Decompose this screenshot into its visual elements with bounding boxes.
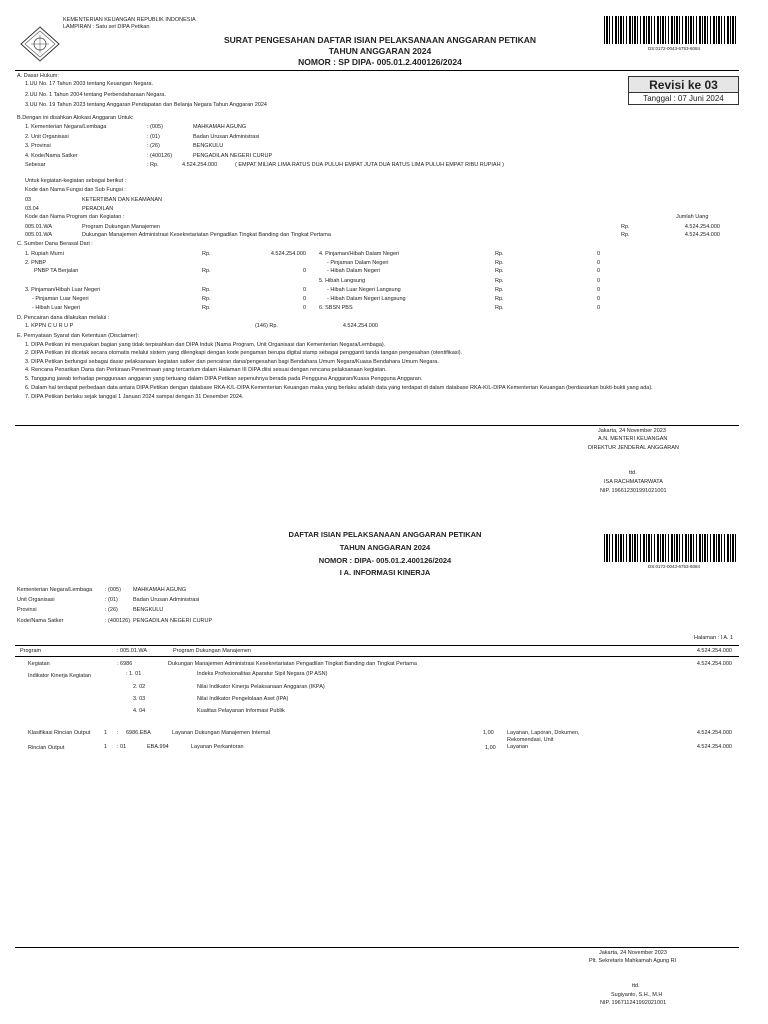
function-name: PERADILAN: [82, 206, 114, 212]
funding-right-currency: Rp.: [495, 305, 504, 311]
function-name: KETERTIBAN DAN KEAMANAN: [82, 197, 162, 203]
signatory-name: Sugiyanto, S.H., M.H: [611, 992, 663, 998]
funding-left-currency: Rp.: [202, 287, 211, 293]
disclaimer-item: 7. DIPA Petikan berlaku sejak tanggal 1 Januari 2024 sampai dengan 31 Desember 2024.: [25, 394, 244, 400]
program-amount: 4.524.254.000: [696, 648, 732, 654]
funding-left-currency: Rp.: [202, 251, 211, 257]
revision-box: [628, 76, 739, 105]
disclaimer-item: 5. Tanggung jawab terhadap penggunaan anggaran yang tertuang dalam DIPA Petikan sepenuhnya berada pada Pengguna Anggaran/Kuasa Pengguna Anggaran.: [25, 376, 423, 382]
funding-left-label: PNBP TA Berjalan: [34, 268, 79, 274]
identity-value: Badan Urusan Administrasi: [133, 597, 200, 603]
kro-unit: Layanan, Laporan, Dokumen,: [507, 730, 580, 736]
funding-left-currency: Rp.: [202, 296, 211, 302]
funding-left-label: 3. Pinjaman/Hibah Luar Negeri: [25, 287, 101, 293]
allocation-value: PENGADILAN NEGERI CURUP: [193, 153, 273, 159]
activity-amount: 4.524.254.000: [696, 661, 732, 667]
funding-right-amount: 0: [596, 305, 600, 311]
legal-basis-heading: A. Dasar Hukum:: [17, 73, 59, 79]
funding-left-currency: Rp.: [202, 305, 211, 311]
signature-place-date: Jakarta, 24 November 2023: [598, 428, 666, 434]
identity-label: Kementerian Negara/Lembaga: [17, 587, 93, 593]
funding-left-label: 1. Rupiah Murni: [25, 251, 64, 257]
funding-left-label: - Hibah Luar Negeri: [32, 305, 80, 311]
funding-right-label: 5. Hibah Langsung: [319, 278, 366, 284]
amount-words: ( EMPAT MILIAR LIMA RATUS DUA PULUH EMPAT JUTA DUA RATUS LIMA PULUH EMPAT RIBU RUPIAH ): [235, 162, 504, 168]
funding-right-label: 6. SBSN PBS: [319, 305, 353, 311]
legal-basis-item: 1.UU No. 17 Tahun 2003 tentang Keuangan Negara.: [25, 81, 154, 87]
ministry-name: KEMENTERIAN KEUANGAN REPUBLIK INDONESIA: [63, 17, 196, 23]
indicator-name: Kualitas Pelayanan Informasi Publik: [197, 708, 285, 714]
program-name: Program Dukungan Manajemen: [173, 648, 251, 654]
kro-code: :: [117, 730, 119, 736]
page-number: Halaman : I A. 1: [694, 635, 734, 641]
kro-unit: Rekomendasi, Unit: [507, 737, 554, 743]
page-title: SURAT PENGESAHAN DAFTAR ISIAN PELAKSANAAN ANGGARAN PETIKAN: [224, 35, 536, 45]
kro-label: Klasifikasi Rincian Output: [28, 730, 91, 736]
activity-code: : 6986: [117, 661, 133, 667]
indicators-label: Indikator Kinerja Kegiatan: [28, 673, 91, 679]
funding-left-currency: Rp.: [202, 268, 211, 274]
program-code: 005.01.WA: [25, 232, 53, 238]
identity-code: : (400126): [105, 618, 131, 624]
kro-amount: 4.524.254.000: [696, 730, 732, 736]
legal-basis-item: 2.UU No. 1 Tahun 2004 tentang Perbendaharaan Negara.: [25, 92, 166, 98]
barcode-number: DS:0172-0043-6753-6084: [648, 564, 701, 569]
program-code: 005.01.WA: [25, 224, 53, 230]
disbursement-office: 1. KPPN C U R U P: [25, 323, 74, 329]
page-title-year: TAHUN ANGGARAN 2024: [328, 46, 432, 56]
allocation-value: Badan Urusan Administrasi: [193, 134, 260, 140]
identity-label: Unit Organisasi: [17, 597, 55, 603]
amount-currency: : Rp.: [147, 162, 159, 168]
allocation-label: 2. Unit Organisasi: [25, 134, 69, 140]
disclaimer-heading: E. Pernyataan Syarat dan Ketentuan (Disclaimer):: [17, 333, 139, 339]
indicator-name: Nilai Indikator Pengelolaan Aset (IPA): [197, 696, 289, 702]
program-code: : 005.01.WA: [117, 648, 148, 654]
ro-number: 1: [104, 744, 108, 750]
page2-title-year: TAHUN ANGGARAN 2024: [339, 543, 431, 552]
amount-value: 4.524.254.000: [182, 162, 218, 168]
signatory-nip: NIP. 196612301991021001: [600, 488, 667, 494]
signature-role: DIREKTUR JENDERAL ANGGARAN: [588, 445, 679, 451]
allocation-code: : (005): [147, 124, 163, 130]
page-title-number: NOMOR : SP DIPA- 005.01.2.400126/2024: [298, 57, 462, 67]
amount-header: Jumlah Uang: [676, 214, 709, 220]
funding-right-label: - Hibah Luar Negeri Langsung: [327, 287, 401, 293]
program-name: Program Dukungan Manajemen: [82, 224, 160, 230]
identity-value: BENGKULU: [133, 607, 164, 613]
barcode-icon: [604, 534, 738, 562]
funding-right-label: - Hibah Dalam Negeri Langsung: [327, 296, 406, 302]
funding-right-amount: 0: [596, 287, 600, 293]
disclaimer-item: 1. DIPA Petikan ini merupakan bagian yang tidak terpisahkan dari DIPA Induk (Nama Program, Unit Organisasi dan Kementerian Negara/Lembaga).: [25, 342, 386, 348]
signature-role: Plt. Sekretaris Mahkamah Agung RI: [589, 958, 677, 964]
funding-right-amount: 0: [596, 251, 600, 257]
page2-title-number: NOMOR : DIPA- 005.01.2.400126/2024: [318, 556, 452, 565]
ro-name: Layanan Perkantoran: [191, 744, 244, 750]
funding-left-label: 2. PNBP: [25, 260, 47, 266]
program-heading: Kode dan Nama Program dan Kegiatan :: [25, 214, 125, 220]
allocation-code: : (26): [147, 143, 160, 149]
funding-left-amount: 0: [302, 296, 306, 302]
signatory-name: ISA RACHMATARWATA: [604, 479, 663, 485]
funding-right-currency: Rp.: [495, 251, 504, 257]
identity-value: MAHKAMAH AGUNG: [133, 587, 187, 593]
page2-title: DAFTAR ISIAN PELAKSANAAN ANGGARAN PETIKAN: [288, 530, 482, 539]
identity-code: : (005): [105, 587, 121, 593]
indicator-code: 2. 02: [133, 684, 146, 690]
function-code: 03: [25, 197, 32, 203]
amount-label: Sebesar: [25, 162, 46, 168]
kro-sub: 6986.EBA: [126, 730, 151, 736]
funding-right-amount: 0: [596, 278, 600, 284]
ro-code: : 01: [117, 744, 127, 750]
identity-value: PENGADILAN NEGERI CURUP: [133, 618, 213, 624]
disbursement-heading: D. Pencairan dana dilakukan melalui :: [17, 315, 110, 321]
indicator-name: Nilai Indikator Kinerja Pelaksanaan Anggaran (IKPA): [197, 684, 325, 690]
program-amount: 4.524.254.000: [684, 232, 720, 238]
functions-intro: Untuk kegiatan-kegiatan sebagai berikut :: [25, 178, 127, 184]
funding-left-amount: 0: [302, 305, 306, 311]
activity-label: Kegiatan: [28, 661, 50, 667]
kro-number: 1: [104, 730, 108, 736]
identity-code: : (01): [105, 597, 118, 603]
signature-ttd: ttd.: [632, 983, 640, 989]
funding-right-currency: Rp.: [495, 296, 504, 302]
program-currency: Rp.: [621, 232, 630, 238]
allocation-label: 3. Provinsi: [25, 143, 51, 149]
disclaimer-item: 6. Dalam hal terdapat perbedaan data antara DIPA Petikan dengan database RKA-K/L-DIPA Kementerian Keuangan maka yang berlaku adalah data yang terdapat di dalam database RKA-K/L-DIPA Kementerian Keuangan (berdasarkan bukti-bukti yang ada).: [25, 385, 653, 391]
allocation-code: : (400126): [147, 153, 173, 159]
disclaimer-item: 3. DIPA Petikan berfungsi sebagai dasar pelaksanaan kegiatan satker dan pencairan dana/pengesahan bagi Bendahara Umum Negara/Kuasa Bendahara Umum Negara.: [25, 359, 439, 365]
barcode-icon: [604, 16, 738, 44]
indicator-code: : 1. 01: [126, 671, 142, 677]
program-name: Dukungan Manajemen Administrasi Kesekretariatan Pengadilan Tingkat Banding dan Tingkat Pertama: [82, 232, 331, 238]
divider: [15, 656, 739, 657]
legal-basis-item: 3.UU No. 19 Tahun 2023 tentang Anggaran Pendapatan dan Belanja Negara Tahun Anggaran 2024: [25, 102, 267, 108]
allocation-label: 1. Kementerian Negara/Lembaga: [25, 124, 107, 130]
signatory-nip: NIP. 196711241992021001: [600, 1000, 667, 1006]
allocation-value: BENGKULU: [193, 143, 224, 149]
kro-name: Layanan Dukungan Manajemen Internal: [172, 730, 270, 736]
funding-right-label: 4. Pinjaman/Hibah Dalam Negeri: [319, 251, 400, 257]
ministry-logo: [20, 26, 60, 62]
allocation-value: MAHKAMAH AGUNG: [193, 124, 247, 130]
funding-heading: C. Sumber Dana Berasal Dari :: [17, 241, 93, 247]
funding-right-label: - Pinjaman Dalam Negeri: [327, 260, 389, 266]
program-amount: 4.524.254.000: [684, 224, 720, 230]
attachment-note: LAMPIRAN : Satu set DIPA Petikan: [63, 24, 150, 30]
ro-label: Rincian Output: [28, 745, 65, 751]
indicator-name: Indeks Profesionalitas Aparatur Sipil Negara (IP ASN): [197, 671, 328, 677]
funding-left-amount: 0: [302, 287, 306, 293]
divider: [15, 70, 739, 71]
signature-place-date: Jakarta, 24 November 2023: [599, 950, 667, 956]
identity-label: Provinsi: [17, 607, 37, 613]
divider: [15, 947, 739, 948]
disbursement-amount: 4.524.254.000: [342, 323, 378, 329]
indicator-code: 3. 03: [133, 696, 146, 702]
ro-volume: 1,00: [485, 745, 496, 751]
funding-left-label: - Pinjaman Luar Negeri: [32, 296, 89, 302]
ro-unit: Layanan: [507, 744, 529, 750]
disclaimer-item: 2. DIPA Petikan ini dicetak secara otomatis melalui sistem yang dilengkapi dengan kode pengaman berupa digital stamp sebagai pengganti tanda tangan pengesahan (otentifikasi).: [25, 350, 463, 356]
funding-right-currency: Rp.: [495, 260, 504, 266]
function-code: 03.04: [25, 206, 39, 212]
functions-heading: Kode dan Nama Fungsi dan Sub Fungsi :: [25, 187, 126, 193]
activity-name: Dukungan Manajemen Administrasi Kesekretariatan Pengadilan Tingkat Banding dan Tingkat Pertama: [168, 661, 417, 667]
revision-label: Revisi ke 03: [629, 77, 738, 93]
funding-left-amount: 4.524.254.000: [270, 251, 306, 257]
allocation-code: : (01): [147, 134, 160, 140]
identity-code: : (26): [105, 607, 118, 613]
indicator-code: 4. 04: [133, 708, 146, 714]
divider: [15, 425, 739, 426]
disbursement-code: (146) Rp.: [255, 323, 278, 329]
identity-label: Kode/Nama Satker: [17, 618, 64, 624]
funding-right-label: - Hibah Dalam Negeri: [327, 268, 380, 274]
program-label: Program: [20, 648, 42, 654]
funding-right-currency: Rp.: [495, 278, 504, 284]
funding-right-currency: Rp.: [495, 287, 504, 293]
ro-amount: 4.524.254.000: [696, 744, 732, 750]
barcode-number: DS:0172-0043-6753-6084: [648, 46, 701, 51]
signature-role: A.N. MENTERI KEUANGAN: [598, 436, 668, 442]
funding-right-currency: Rp.: [495, 268, 504, 274]
allocation-heading: B.Dengan ini disahkan Alokasi Anggaran Untuk:: [17, 115, 134, 121]
kro-volume: 1,00: [483, 730, 494, 736]
funding-right-amount: 0: [596, 296, 600, 302]
divider: [15, 645, 739, 646]
funding-right-amount: 0: [596, 268, 600, 274]
allocation-label: 4. Kode/Nama Satker: [25, 153, 78, 159]
funding-right-amount: 0: [596, 260, 600, 266]
revision-date: Tanggal : 07 Juni 2024: [643, 94, 724, 103]
disclaimer-item: 4. Rencana Penarikan Dana dan Perkiraan Penerimaan yang tercantum dalam Halaman III DIPA diisi sesuai dengan rencana pelaksanaan kegiatan.: [25, 367, 387, 373]
program-currency: Rp.: [621, 224, 630, 230]
signature-ttd: ttd.: [629, 470, 637, 476]
ro-sub: EBA.994: [147, 744, 169, 750]
funding-left-amount: 0: [302, 268, 306, 274]
page2-section-title: I A. INFORMASI KINERJA: [339, 568, 431, 577]
